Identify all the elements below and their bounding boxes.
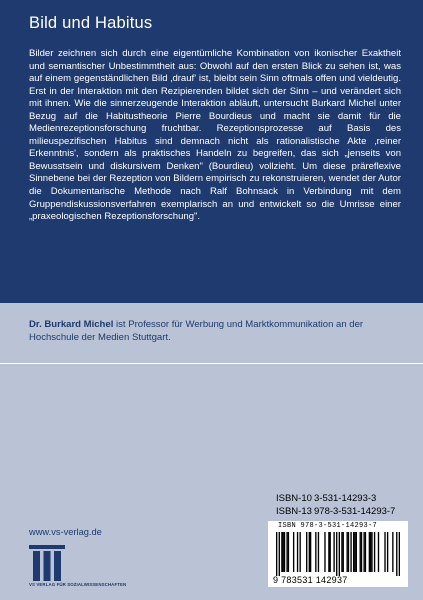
barcode-bar bbox=[341, 532, 342, 572]
barcode-bar bbox=[363, 532, 364, 572]
publisher-url[interactable]: www.vs-verlag.de bbox=[29, 527, 102, 537]
barcode-bar bbox=[346, 532, 347, 572]
author-name: Dr. Burkard Michel bbox=[29, 319, 114, 330]
barcode-bar bbox=[384, 532, 385, 572]
barcode-bar bbox=[374, 532, 375, 572]
barcode-bar bbox=[399, 532, 400, 576]
barcode-bar bbox=[276, 532, 277, 576]
isbn-13 bbox=[276, 506, 395, 517]
barcode-bar bbox=[288, 532, 289, 572]
divider bbox=[0, 363, 423, 364]
isbn-10-value: 3-531-14293-3 bbox=[314, 493, 377, 504]
barcode-bar bbox=[281, 532, 282, 572]
barcode-bar bbox=[360, 532, 361, 572]
barcode-bar bbox=[353, 532, 354, 572]
book-blurb: Bilder zeichnen sich durch eine eigentümliche Kombination von ikonischer Exaktheit und semantischer Unbestimmtheit aus: Obwohl auf den ersten Blick zu sehen ist, was auf einem gegenständlichen Bild ‚drauf' ist, bleibt sein Sinn oftmals offen und vieldeutig. Erst in der Interaktion mit den Rezipierenden bildet sich der Sinn – und verändert sich mit ihnen. Wie die sinnerzeugende Interaktion abläuft, untersucht Burkard Michel unter Bezug auf die Habitustheorie Pierre Bourdieus und macht sie damit für die Medienrezeptionsforschung fruchtbar. Rezeptionsprozesse auf Basis des milieuspezifischen Habitus sind demnach nicht als rationalistische Akte ‚reiner Erkenntnis', sondern als praktisches Handeln zu begreifen, das sich „jenseits von Bewusstsein und diskursivem Denken" (Bourdieu) vollzieht. Um diese präreflexive Sinnebene bei der Rezeption von Bildern empirisch zu rekonstruieren, wendet der Autor die Dokumentarische Methode nach Ralf Bohnsack in Verbindung mit dem Gruppendiskussionsverfahren exemplarisch an und entwickelt so die Umrisse einer „praxeologischen Rezeptionsforschung". bbox=[29, 48, 401, 223]
isbn-10 bbox=[276, 493, 376, 504]
barcode-bar bbox=[286, 532, 287, 572]
barcode-bar bbox=[309, 532, 310, 572]
barcode-bar bbox=[371, 532, 372, 572]
barcode-bar bbox=[339, 532, 340, 576]
barcode-bar bbox=[354, 532, 355, 572]
author-bio-text: ist Professor für Werbung und Marktkommunikation an der Hochschule der Medien Stuttgart. bbox=[29, 319, 364, 343]
barcode-bar bbox=[350, 532, 351, 572]
barcode-bar bbox=[306, 532, 307, 572]
barcode-bar bbox=[299, 532, 300, 572]
barcode-bar bbox=[356, 532, 357, 572]
barcode-bar bbox=[378, 532, 379, 572]
barcode-bar bbox=[370, 532, 371, 572]
barcode-bar bbox=[369, 532, 370, 572]
author-bio bbox=[29, 319, 401, 344]
barcode-icon bbox=[276, 532, 400, 576]
barcode-bar bbox=[283, 532, 284, 572]
publisher-logo-text: VS VERLAG FÜR SOZIALWISSENSCHAFTEN bbox=[29, 582, 127, 587]
isbn-13-label: ISBN-13 bbox=[276, 506, 312, 517]
publisher-logo-icon bbox=[29, 545, 123, 581]
barcode-bar bbox=[392, 532, 393, 572]
isbn-10-label: ISBN-10 bbox=[276, 493, 312, 504]
isbn-13-value: 978-3-531-14293-7 bbox=[314, 506, 396, 517]
barcode-bar bbox=[396, 532, 397, 576]
barcode-bar bbox=[279, 532, 280, 576]
barcode-bar bbox=[343, 532, 344, 572]
barcode-bar bbox=[293, 532, 294, 572]
barcode-bar bbox=[310, 532, 311, 572]
barcode-bar bbox=[297, 532, 298, 572]
book-title: Bild und Habitus bbox=[29, 14, 153, 32]
barcode-isbn-text: ISBN 978-3-531-14293-7 bbox=[278, 522, 378, 530]
barcode-bar bbox=[336, 532, 337, 576]
barcode-bar bbox=[348, 532, 349, 572]
barcode-bar bbox=[387, 532, 388, 572]
barcode-bar bbox=[330, 532, 331, 572]
barcode-bar bbox=[284, 532, 285, 572]
barcode-bar bbox=[328, 532, 329, 572]
barcode-bar bbox=[315, 532, 316, 572]
barcode-bar bbox=[365, 532, 366, 572]
barcode-bar bbox=[361, 532, 362, 572]
barcode-digits: 9 783531 142937 bbox=[273, 575, 348, 585]
barcode-bar bbox=[324, 532, 325, 572]
barcode-bar bbox=[333, 532, 334, 572]
barcode-bar bbox=[318, 532, 319, 572]
